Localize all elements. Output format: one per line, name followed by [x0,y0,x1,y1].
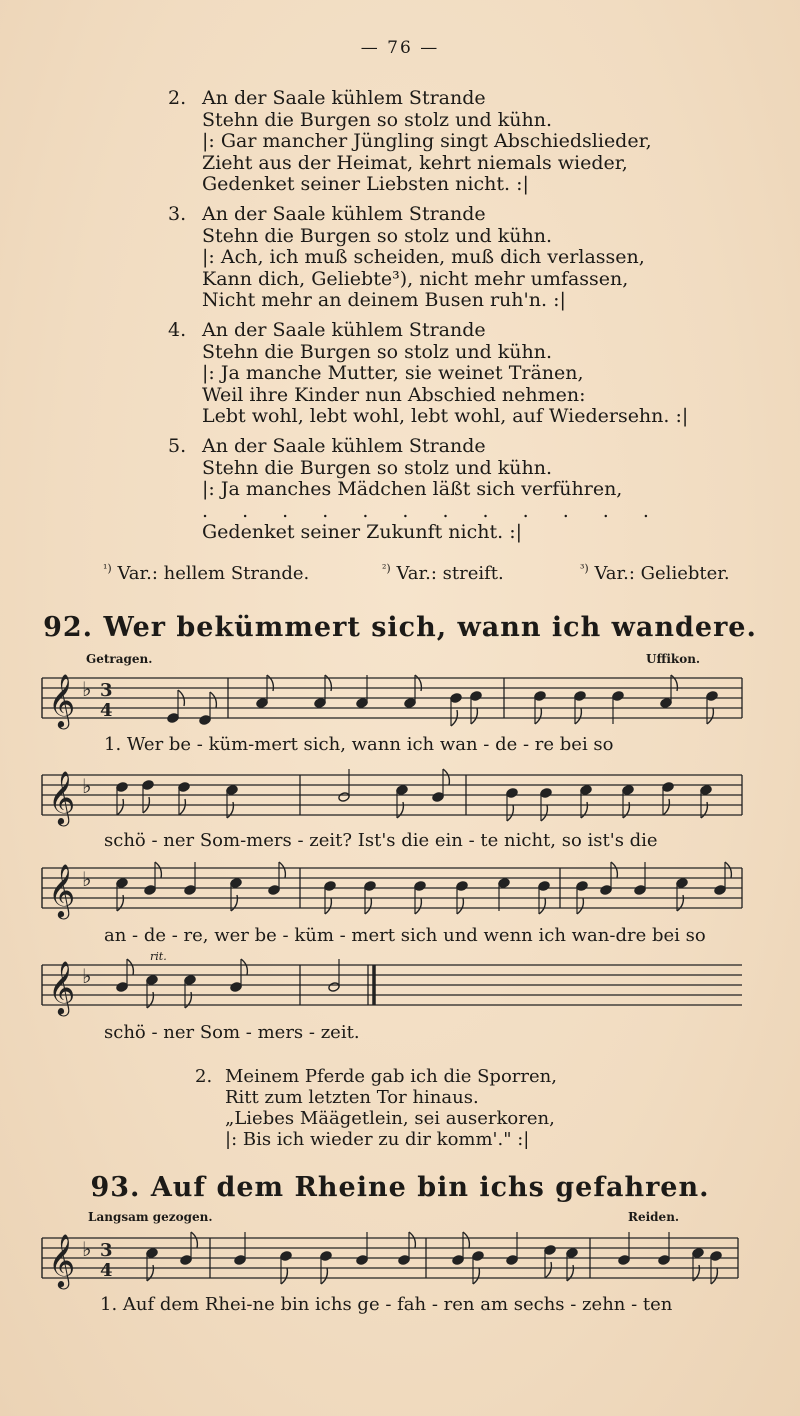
stanza-line: |: Gar mancher Jüngling singt Abschiedslieder, [202,130,652,152]
note-flag [155,862,161,878]
stanza-line: |: Bis ich wieder zu dir komm'." :| [225,1129,530,1150]
stanza-line: Meinem Pferde gab ich die Sporren, [225,1066,557,1087]
note-head [146,1248,158,1259]
note-flag [707,708,713,724]
note-head [364,881,376,892]
note-head [356,1255,368,1266]
note-head [700,785,712,796]
note-head [256,698,268,709]
stanza-ellipsis-line: . . . . . . . . . . . . [202,499,663,522]
ritardando-marking: rit. [150,950,167,963]
note-head [456,881,468,892]
note-head [320,1251,332,1262]
note-head [540,788,552,799]
lyric-line: 1. Auf dem Rhei-ne bin ichs ge - fah - ren am sechs - zehn - ten [100,1294,673,1315]
key-signature-flat: ♭ [82,867,92,891]
note-head [580,785,592,796]
note-head [184,885,196,896]
footnote-text: Var.: hellem Strande. [117,563,310,584]
origin-marking: Reiden. [628,1210,680,1224]
note-head [180,1255,192,1266]
lyric-line: schö - ner Som - mers - zeit. [104,1022,360,1043]
note-head [230,982,242,993]
key-signature-flat: ♭ [82,774,92,798]
music-staff [0,1228,800,1298]
footnote-1 [103,562,309,584]
note-head [566,1248,578,1259]
note-head [534,691,546,702]
note-head [338,792,350,803]
treble-clef: 𝄞 [48,770,76,824]
stanza-number: 4. [168,319,187,341]
note-head [398,1255,410,1266]
note-head [538,881,550,892]
note-head [710,1251,722,1262]
note-head [692,1248,704,1259]
stanza-line: An der Saale kühlem Strande [202,319,486,341]
stanza-line: Nicht mehr an deinem Busen ruh'n. :| [202,289,566,311]
note-flag [535,708,541,724]
note-flag [325,898,331,914]
song-title-92: 92. Wer bekümmert sich, wann ich wandere. [43,612,757,643]
stanza-line: Ritt zum letzten Tor hinaus. [225,1087,479,1108]
note-head [199,715,211,726]
stanza-line: Stehn die Burgen so stolz und kühn. [202,108,553,131]
footnote-mark: ¹) [103,562,112,575]
note-head [324,881,336,892]
note-head [414,881,426,892]
treble-clef: 𝄞 [48,673,76,727]
music-staff [0,765,800,835]
page-number: — 76 — [360,38,440,58]
note-head [662,782,674,793]
stanza-line: An der Saale kühlem Strande [202,435,486,457]
note-flag [463,1232,469,1248]
note-flag [575,708,581,724]
stanza-number: 2. [168,87,187,109]
note-head [658,1255,670,1266]
note-head [184,975,196,986]
note-flag [127,959,133,975]
note-head [167,713,179,724]
time-signature-top: 3 [100,680,113,701]
key-signature-flat: ♭ [82,1237,92,1261]
note-head [116,878,128,889]
stanza-line: Stehn die Burgen so stolz und kühn. [202,456,553,479]
stanza-line: „Liebes Määgetlein, sei auserkoren, [225,1108,555,1129]
note-head [116,982,128,993]
lyric-line: an - de - re, wer be - küm - mert sich und wenn ich wan-dre bei so [104,925,706,946]
note-head [144,885,156,896]
note-head [404,698,416,709]
note-head [498,878,510,889]
treble-clef: 𝄞 [48,1233,76,1287]
note-head [230,878,242,889]
note-flag [415,898,421,914]
stanza-number: 5. [168,435,187,457]
note-flag [539,898,545,914]
note-flag [443,769,449,785]
note-head [470,691,482,702]
time-signature-bottom: 4 [100,1260,113,1281]
stanza-line: Lebt wohl, lebt wohl, lebt wohl, auf Wiedersehn. :| [202,405,689,427]
stanza-line: Kann dich, Geliebte³), nicht mehr umfassen, [202,267,629,290]
note-head [706,691,718,702]
note-head [328,982,340,993]
note-flag [457,898,463,914]
note-head [280,1251,292,1262]
note-flag [241,959,247,975]
stanza-line: An der Saale kühlem Strande [202,87,486,109]
note-head [600,885,612,896]
note-head [634,885,646,896]
footnote-text: Var.: Geliebter. [594,563,730,584]
note-head [116,782,128,793]
note-flag [577,898,583,914]
note-flag [281,1268,287,1284]
note-flag [117,799,123,815]
time-signature-bottom: 4 [100,700,113,721]
lyric-line: schö - ner Som-mers - zeit? Ist's die ein - te nicht, so ist's die [104,830,658,851]
music-staff [0,955,800,1025]
note-head [268,885,280,896]
note-flag [321,1268,327,1284]
note-head [660,698,672,709]
note-head [544,1245,556,1256]
stanza-line: Weil ihre Kinder nun Abschied nehmen: [202,383,586,406]
key-signature-flat: ♭ [82,677,92,701]
note-head [676,878,688,889]
note-head [612,691,624,702]
note-head [432,792,444,803]
note-flag [279,862,285,878]
note-flag [507,805,513,821]
note-flag [179,799,185,815]
stanza-number: 3. [168,203,187,225]
note-head [396,785,408,796]
origin-marking: Uffikon. [646,652,701,666]
stanza-line: |: Ach, ich muß scheiden, muß dich verlassen, [202,246,645,268]
note-head [146,975,158,986]
note-flag [365,898,371,914]
key-signature-flat: ♭ [82,964,92,988]
note-flag [473,1268,479,1284]
note-flag [711,1268,717,1284]
note-head [356,698,368,709]
stanza-line: Stehn die Burgen so stolz und kühn. [202,224,553,247]
stanza-line: |: Ja manche Mutter, sie weinet Tränen, [202,362,584,384]
stanza-line: |: Ja manches Mädchen läßt sich verführen, [202,478,623,500]
note-head [506,1255,518,1266]
note-head [226,785,238,796]
footnote-mark: ³) [580,562,589,575]
note-head [574,691,586,702]
stanza-line: An der Saale kühlem Strande [202,203,486,225]
footnote-text: Var.: streift. [396,563,504,584]
note-head [506,788,518,799]
treble-clef: 𝄞 [48,960,76,1014]
note-flag [725,862,731,878]
note-flag [471,708,477,724]
note-head [450,693,462,704]
note-flag [210,692,216,708]
note-flag [611,862,617,878]
song-title-93: 93. Auf dem Rheine bin ichs gefahren. [90,1172,710,1203]
music-staff [0,858,800,928]
footnote-2 [382,562,504,584]
tempo-marking: Langsam gezogen. [88,1210,213,1224]
note-head [472,1251,484,1262]
note-head [452,1255,464,1266]
note-head [618,1255,630,1266]
note-head [576,881,588,892]
stanza-line: Zieht aus der Heimat, kehrt niemals wieder, [202,151,628,174]
tempo-marking: Getragen. [86,652,153,666]
lyric-line: 1. Wer be - küm-mert sich, wann ich wan - de - re bei so [104,734,614,755]
stanza-line: Stehn die Burgen so stolz und kühn. [202,340,553,363]
time-signature-top: 3 [100,1240,113,1261]
footnote-3 [580,562,730,584]
stanza-line: Gedenket seiner Liebsten nicht. :| [202,173,529,195]
note-head [234,1255,246,1266]
note-head [314,698,326,709]
stanza-line: Gedenket seiner Zukunft nicht. :| [202,521,523,543]
note-head [142,780,154,791]
note-flag [545,1262,551,1278]
treble-clef: 𝄞 [48,863,76,917]
note-head [178,782,190,793]
music-staff [0,668,800,738]
stanza-number: 2. [195,1066,213,1087]
note-flag [409,1232,415,1248]
note-flag [663,799,669,815]
footnote-mark: ²) [382,562,391,575]
note-head [622,785,634,796]
note-flag [191,1232,197,1248]
note-head [714,885,726,896]
note-flag [541,805,547,821]
